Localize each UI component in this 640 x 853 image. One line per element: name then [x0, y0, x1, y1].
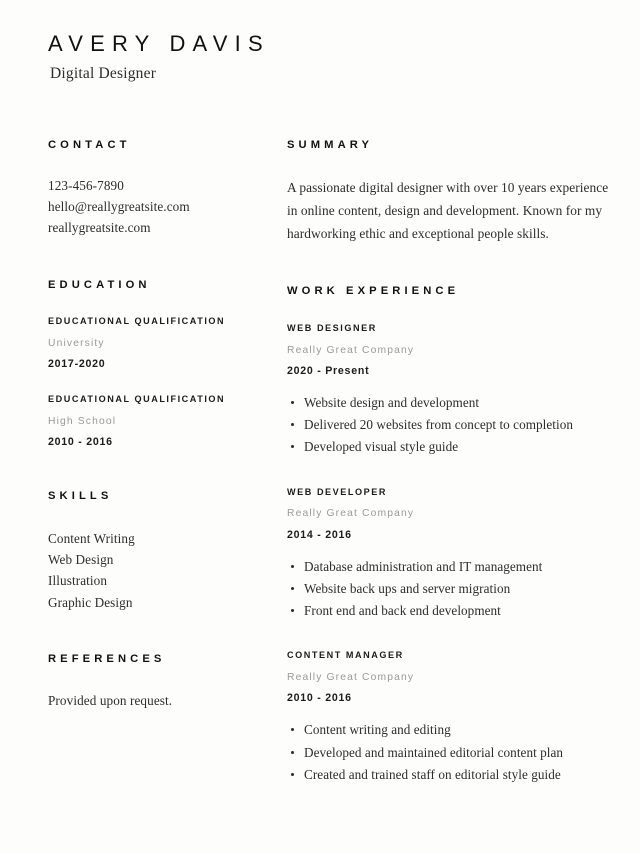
education-qualification-label: EDUCATIONAL QUALIFICATION — [48, 316, 226, 327]
summary-text: A passionate digital designer with over 10 years experience in online content, design and development. Known for my hardworking ethic and exceptional people skills. — [287, 180, 609, 242]
job-company: Really Great Company — [287, 672, 415, 684]
job-bullet-list — [287, 720, 611, 784]
work-experience-section — [287, 285, 611, 784]
list-item: Illustration — [48, 573, 108, 589]
work-experience-heading: WORK EXPERIENCE — [287, 285, 460, 298]
list-item: Website design and development — [287, 393, 611, 412]
list-item: Web Design — [48, 551, 114, 567]
work-experience-entries — [287, 323, 611, 784]
job-dates: 2010 - 2016 — [287, 692, 352, 705]
list-item: Front end and back end development — [287, 601, 611, 620]
page-title: AVERY DAVIS — [48, 31, 270, 56]
job-title: WEB DEVELOPER — [287, 486, 387, 497]
resume-columns — [48, 139, 610, 787]
list-item: Created and trained staff on editorial style guide — [287, 765, 611, 784]
education-dates: 2017-2020 — [48, 358, 106, 371]
contact-heading: CONTACT — [48, 138, 131, 151]
contact-email[interactable]: hello@reallygreatsite.com — [48, 199, 190, 215]
job-bullet-list — [287, 393, 611, 457]
job-entry — [287, 487, 611, 621]
job-company: Really Great Company — [287, 508, 415, 520]
references-text: Provided upon request. — [48, 692, 173, 708]
references-body — [48, 691, 256, 711]
summary-section — [287, 139, 611, 246]
education-entry — [48, 394, 256, 450]
list-item: Content writing and editing — [287, 720, 611, 739]
skills-heading: SKILLS — [48, 490, 113, 503]
resume-header — [48, 32, 610, 84]
list-item: Graphic Design — [48, 594, 133, 610]
contact-details — [48, 176, 256, 239]
job-bullet-list — [287, 557, 611, 621]
list-item: Developed and maintained editorial content plan — [287, 743, 611, 762]
job-title: CONTENT MANAGER — [287, 650, 404, 661]
education-section — [48, 279, 256, 450]
job-title: WEB DESIGNER — [287, 322, 377, 333]
list-item: Delivered 20 websites from concept to completion — [287, 415, 611, 434]
skills-list — [48, 528, 256, 614]
education-dates: 2010 - 2016 — [48, 436, 113, 449]
summary-body — [287, 176, 611, 245]
contact-section — [48, 139, 256, 239]
references-section — [48, 653, 256, 711]
contact-phone[interactable]: 123-456-7890 — [48, 178, 124, 194]
list-item: Developed visual style guide — [287, 437, 611, 456]
education-institution: High School — [48, 416, 117, 427]
job-dates: 2014 - 2016 — [287, 528, 352, 541]
references-heading: REFERENCES — [48, 653, 166, 666]
right-column — [287, 139, 611, 787]
left-column — [48, 139, 256, 711]
education-heading: EDUCATION — [48, 278, 151, 291]
education-qualification-label: EDUCATIONAL QUALIFICATION — [48, 394, 226, 405]
list-item: Database administration and IT management — [287, 557, 611, 576]
list-item: Website back ups and server migration — [287, 579, 611, 598]
summary-heading: SUMMARY — [287, 138, 374, 151]
education-entry — [48, 316, 256, 372]
education-institution: University — [48, 338, 105, 350]
job-company: Really Great Company — [287, 344, 415, 356]
education-entries — [48, 316, 256, 450]
job-dates: 2020 - Present — [287, 364, 370, 377]
contact-website[interactable]: reallygreatsite.com — [48, 219, 151, 235]
job-entry — [287, 323, 611, 457]
header-job-title: Digital Designer — [50, 65, 157, 83]
job-entry — [287, 650, 611, 784]
skills-section — [48, 490, 256, 613]
list-item: Content Writing — [48, 530, 135, 546]
